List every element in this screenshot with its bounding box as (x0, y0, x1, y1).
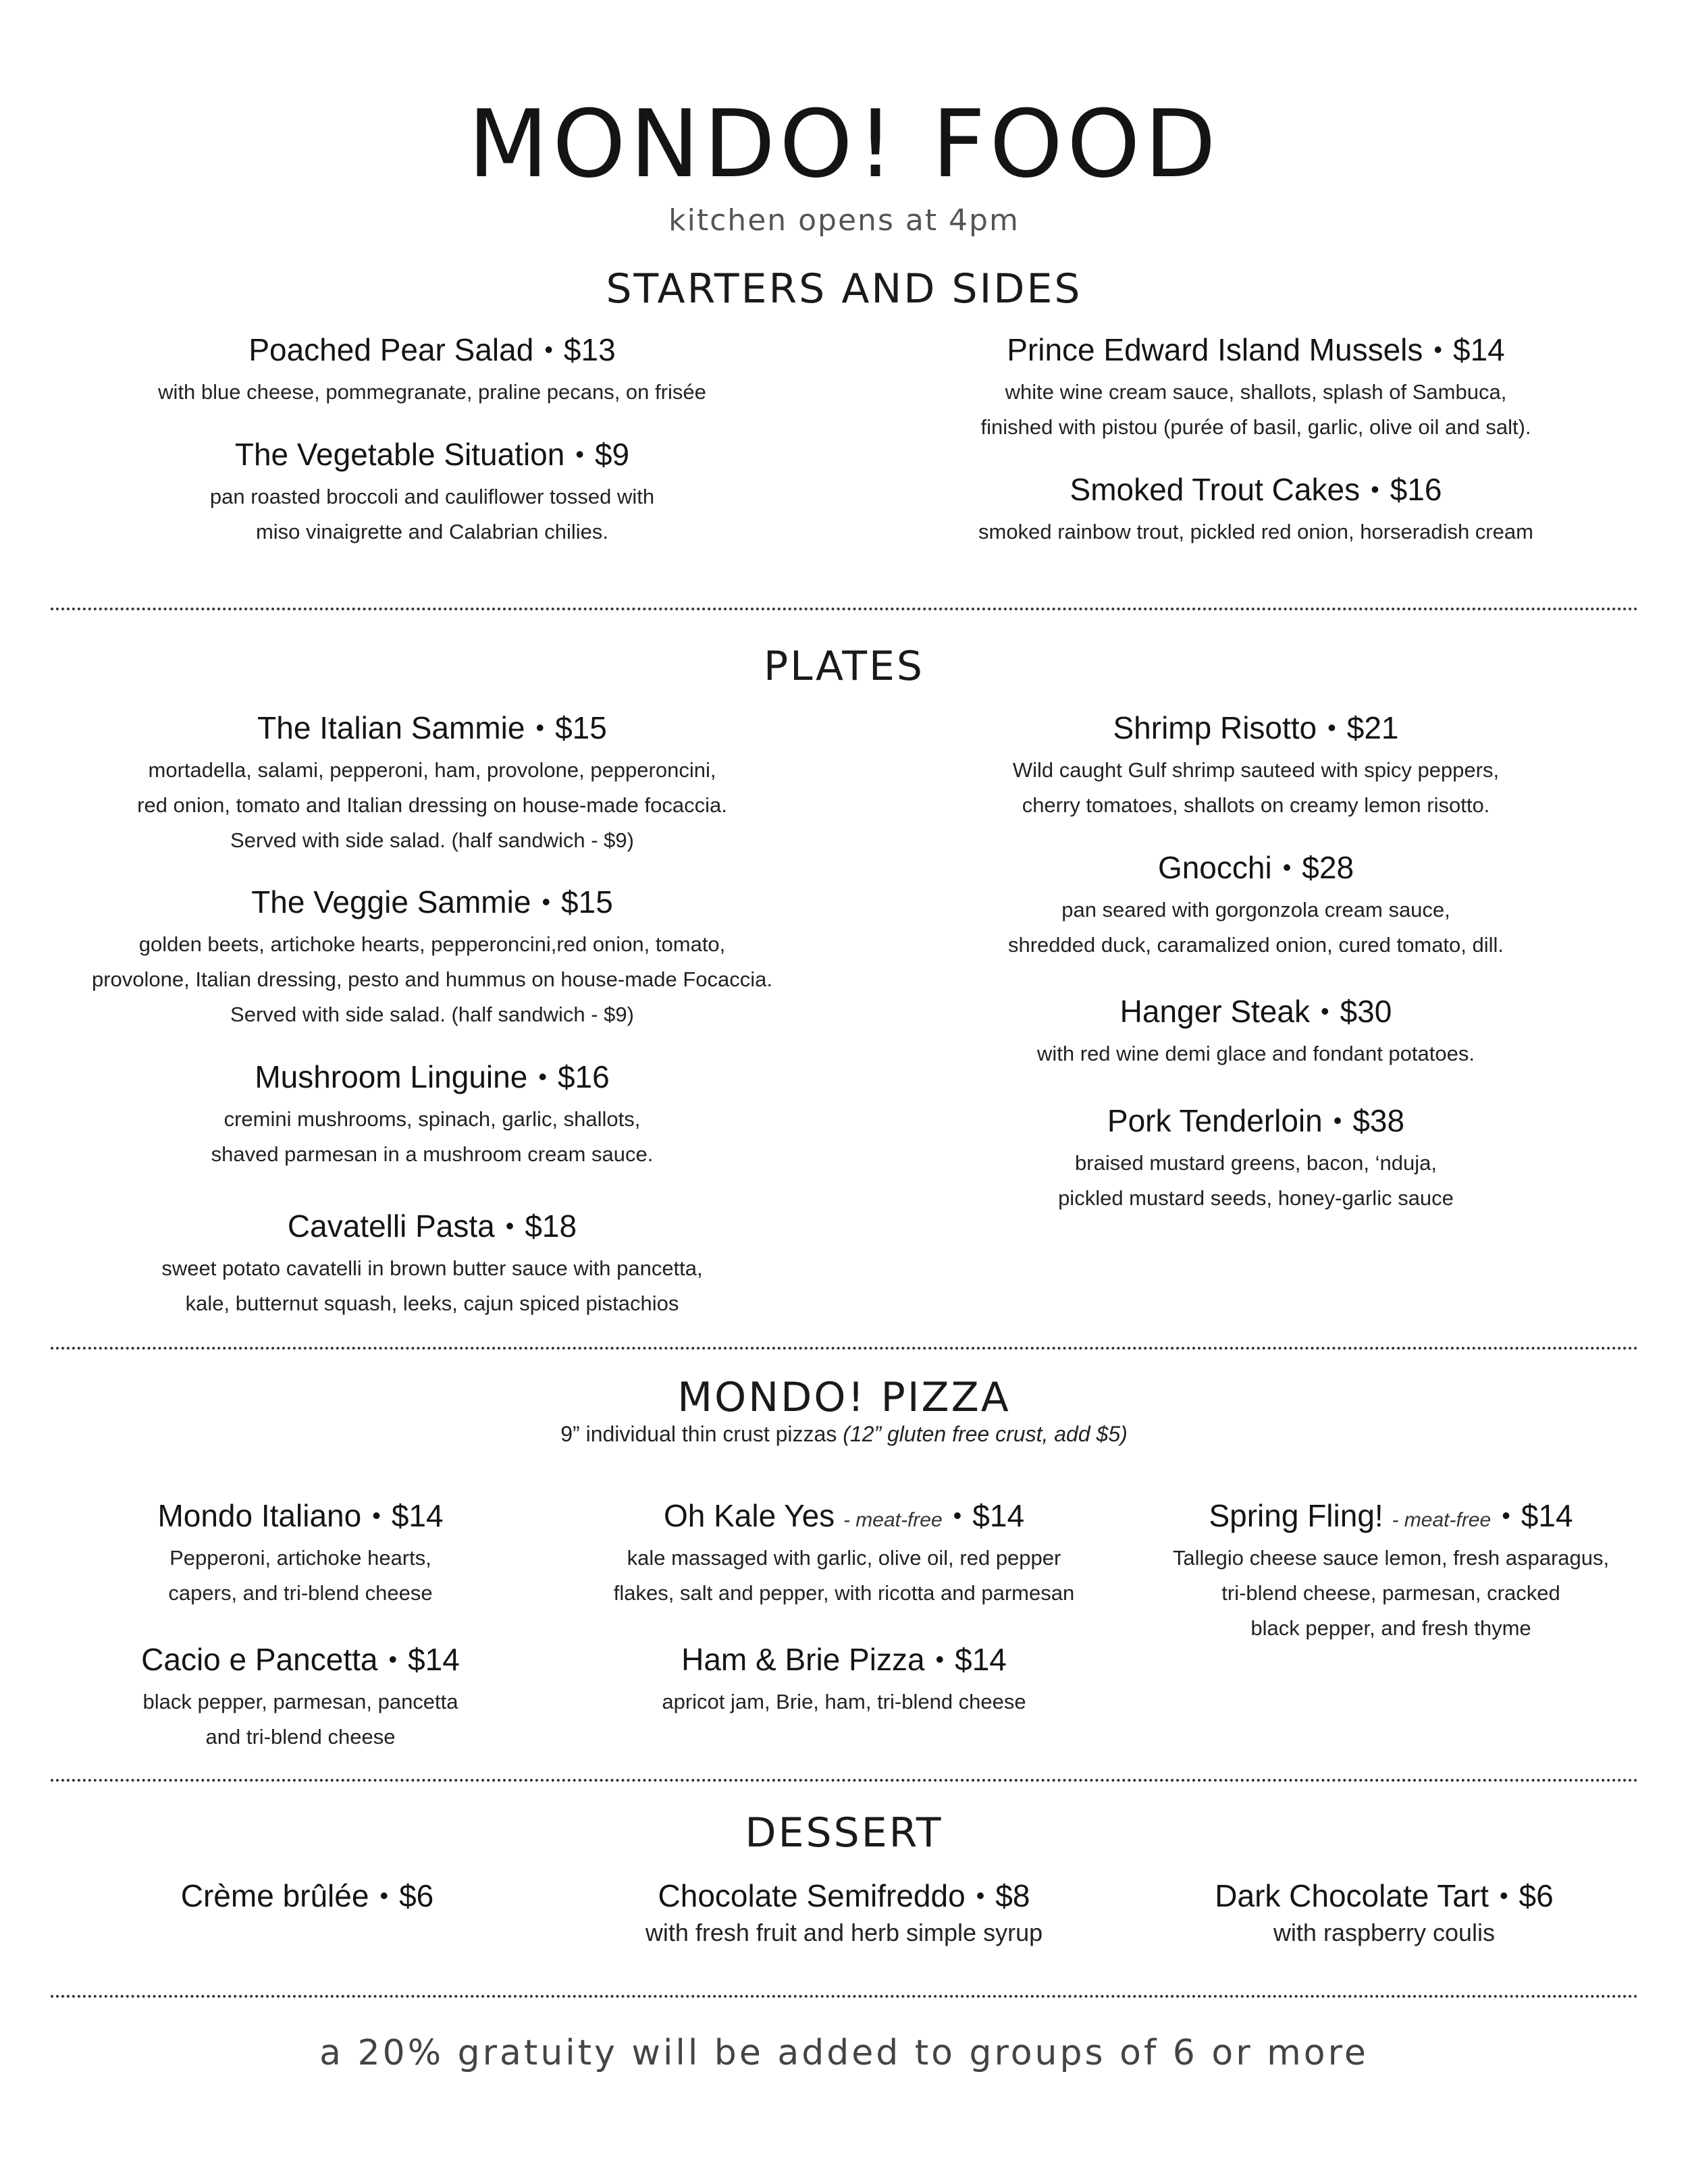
meat-free-tag: - meat-free (843, 1509, 943, 1531)
item-description: pan roasted broccoli and cauliflower tossed with (209, 485, 655, 508)
item-name: Mushroom Linguine (255, 1059, 528, 1094)
item-price: $14 (408, 1642, 460, 1677)
item-description: provolone, Italian dressing, pesto and hummus on house-made Focaccia. (91, 967, 773, 991)
item-price: $18 (525, 1208, 577, 1244)
item-name: The Italian Sammie (257, 710, 525, 745)
item-price: $21 (1346, 710, 1399, 745)
menu-item (61, 712, 803, 858)
item-name: Mondo Italiano (157, 1498, 362, 1533)
menu-item (878, 712, 1634, 823)
item-price: $14 (391, 1498, 444, 1533)
dotted-divider (51, 1779, 1639, 1782)
menu-item (1134, 1880, 1634, 1950)
item-name: Gnocchi (1157, 850, 1272, 885)
item-description: black pepper, and fresh thyme (1250, 1616, 1531, 1640)
menu-item (61, 1880, 554, 1911)
item-name: Ham & Brie Pizza (681, 1642, 925, 1677)
menu-item (88, 439, 776, 550)
item-name: Dark Chocolate Tart (1215, 1878, 1489, 1913)
item-description: cherry tomatoes, shallots on creamy lemon risotto. (1022, 793, 1490, 817)
menu-item (581, 1880, 1107, 1950)
separator-dot: • (935, 1645, 945, 1673)
menu-item (581, 1644, 1107, 1720)
item-description: kale massaged with garlic, olive oil, red pepper (627, 1546, 1061, 1570)
item-name: Spring Fling! (1209, 1498, 1383, 1533)
item-price: $14 (1453, 332, 1505, 367)
separator-dot: • (379, 1882, 389, 1909)
menu-item (878, 996, 1634, 1071)
separator-dot: • (1333, 1107, 1342, 1134)
item-name: The Vegetable Situation (234, 437, 565, 472)
pizza-note (0, 1423, 1688, 1445)
item-description: Served with side salad. (half sandwich - $9) (230, 828, 634, 852)
item-price: $14 (955, 1642, 1007, 1677)
item-description: with blue cheese, pommegranate, praline pecans, on frisée (158, 380, 706, 404)
separator-dot: • (976, 1882, 985, 1909)
item-name: Cavatelli Pasta (287, 1208, 495, 1244)
item-price: $6 (399, 1878, 434, 1913)
item-price: $38 (1352, 1103, 1405, 1138)
item-price: $28 (1302, 850, 1354, 885)
separator-dot: • (1499, 1882, 1508, 1909)
item-price: $15 (561, 884, 613, 920)
item-price: $6 (1519, 1878, 1554, 1913)
menu-item (61, 1500, 540, 1611)
separator-dot: • (575, 440, 584, 468)
menu-item (878, 474, 1634, 550)
item-price: $9 (594, 437, 630, 472)
menu-item (581, 1500, 1107, 1611)
item-description: with fresh fruit and herb simple syrup (645, 1919, 1043, 1946)
gratuity-note: a 20% gratuity will be added to groups of 6 or more (319, 2033, 1369, 2073)
item-name: Chocolate Semifreddo (658, 1878, 966, 1913)
item-description: shaved parmesan in a mushroom cream sauce. (211, 1142, 654, 1166)
item-description: black pepper, parmesan, pancetta (142, 1690, 458, 1713)
item-description: Wild caught Gulf shrimp sauteed with spicy peppers, (1012, 758, 1500, 782)
dotted-divider (51, 1347, 1639, 1350)
item-name: Shrimp Risotto (1113, 710, 1317, 745)
menu-item (61, 1210, 803, 1321)
item-description: and tri-blend cheese (205, 1725, 396, 1749)
item-description: sweet potato cavatelli in brown butter sauce with pancetta, (161, 1256, 703, 1280)
item-description: cremini mushrooms, spinach, garlic, shallots, (223, 1107, 641, 1131)
section-title-plates: PLATES (763, 643, 925, 690)
separator-dot: • (1371, 475, 1379, 503)
separator-dot: • (505, 1212, 515, 1240)
separator-dot: • (953, 1501, 962, 1529)
separator-dot: • (1320, 997, 1329, 1025)
item-description: apricot jam, Brie, ham, tri-blend cheese (662, 1690, 1026, 1713)
section-title-dessert: DESSERT (745, 1809, 943, 1857)
item-name: Cacio e Pancetta (141, 1642, 378, 1677)
item-name: Crème brûlée (180, 1878, 369, 1913)
item-description: white wine cream sauce, shallots, splash of Sambuca, (1005, 380, 1507, 404)
item-description: with raspberry coulis (1273, 1919, 1496, 1946)
item-description: Tallegio cheese sauce lemon, fresh asparagus, (1172, 1546, 1610, 1570)
menu-item (878, 1105, 1634, 1216)
item-description: red onion, tomato and Italian dressing on house-made focaccia. (137, 793, 727, 817)
item-description: capers, and tri-blend cheese (168, 1581, 433, 1605)
item-name: Smoked Trout Cakes (1070, 472, 1361, 507)
item-description: golden beets, artichoke hearts, pepperoncini,red onion, tomato, (138, 932, 726, 956)
item-description: finished with pistou (purée of basil, garlic, olive oil and salt). (980, 415, 1531, 439)
item-description: shredded duck, caramalized onion, cured tomato, dill. (1007, 933, 1504, 957)
dotted-divider (51, 608, 1639, 610)
separator-dot: • (542, 888, 551, 915)
item-name: Oh Kale Yes (663, 1498, 835, 1533)
separator-dot: • (1327, 714, 1336, 741)
menu-item (1148, 1500, 1634, 1646)
menu-item (61, 886, 803, 1032)
separator-dot: • (372, 1501, 381, 1529)
separator-dot: • (388, 1645, 398, 1673)
item-name: Poached Pear Salad (248, 332, 534, 367)
item-name: Pork Tenderloin (1107, 1103, 1323, 1138)
item-name: Prince Edward Island Mussels (1007, 332, 1423, 367)
kitchen-hours: kitchen opens at 4pm (668, 203, 1020, 238)
item-description: flakes, salt and pepper, with ricotta and parmesan (613, 1581, 1075, 1605)
section-title-pizza: MONDO! PIZZA (677, 1374, 1011, 1421)
item-price: $15 (555, 710, 607, 745)
separator-dot: • (538, 1063, 547, 1090)
menu-item (878, 852, 1634, 963)
item-price: $16 (557, 1059, 610, 1094)
item-description: Pepperoni, artichoke hearts, (169, 1546, 431, 1570)
item-description: mortadella, salami, pepperoni, ham, provolone, pepperoncini, (148, 758, 716, 782)
dotted-divider (51, 1995, 1639, 1998)
menu-item (88, 334, 776, 410)
pizza-size-note: 9” individual thin crust pizzas (560, 1422, 837, 1446)
item-price: $30 (1340, 994, 1392, 1029)
item-description: miso vinaigrette and Calabrian chilies. (255, 520, 609, 543)
item-description: with red wine demi glace and fondant potatoes. (1037, 1042, 1475, 1065)
menu-item (878, 334, 1634, 445)
item-description: Served with side salad. (half sandwich - $9) (230, 1003, 634, 1026)
separator-dot: • (1502, 1501, 1510, 1529)
gluten-free-note: (12” gluten free crust, add $5) (843, 1422, 1128, 1446)
separator-dot: • (544, 336, 553, 363)
item-name: Hanger Steak (1119, 994, 1310, 1029)
item-price: $14 (972, 1498, 1025, 1533)
item-description: kale, butternut squash, leeks, cajun spiced pistachios (185, 1291, 679, 1315)
item-price: $16 (1390, 472, 1442, 507)
menu-item (61, 1061, 803, 1172)
separator-dot: • (1433, 336, 1442, 363)
item-description: pan seared with gorgonzola cream sauce, (1061, 898, 1450, 922)
item-description: smoked rainbow trout, pickled red onion, horseradish cream (978, 520, 1533, 543)
item-description: braised mustard greens, bacon, ‘nduja, (1075, 1151, 1437, 1175)
item-price: $8 (995, 1878, 1030, 1913)
meat-free-tag: - meat-free (1392, 1509, 1492, 1531)
item-price: $13 (563, 332, 616, 367)
separator-dot: • (1282, 853, 1292, 881)
section-title-starters: STARTERS AND SIDES (606, 265, 1082, 313)
separator-dot: • (535, 714, 545, 741)
item-name: The Veggie Sammie (251, 884, 531, 920)
item-price: $14 (1521, 1498, 1573, 1533)
item-description: pickled mustard seeds, honey-garlic sauce (1058, 1186, 1454, 1210)
menu-item (61, 1644, 540, 1755)
item-description: tri-blend cheese, parmesan, cracked (1221, 1581, 1560, 1605)
menu-title: MONDO! FOOD (468, 90, 1220, 198)
